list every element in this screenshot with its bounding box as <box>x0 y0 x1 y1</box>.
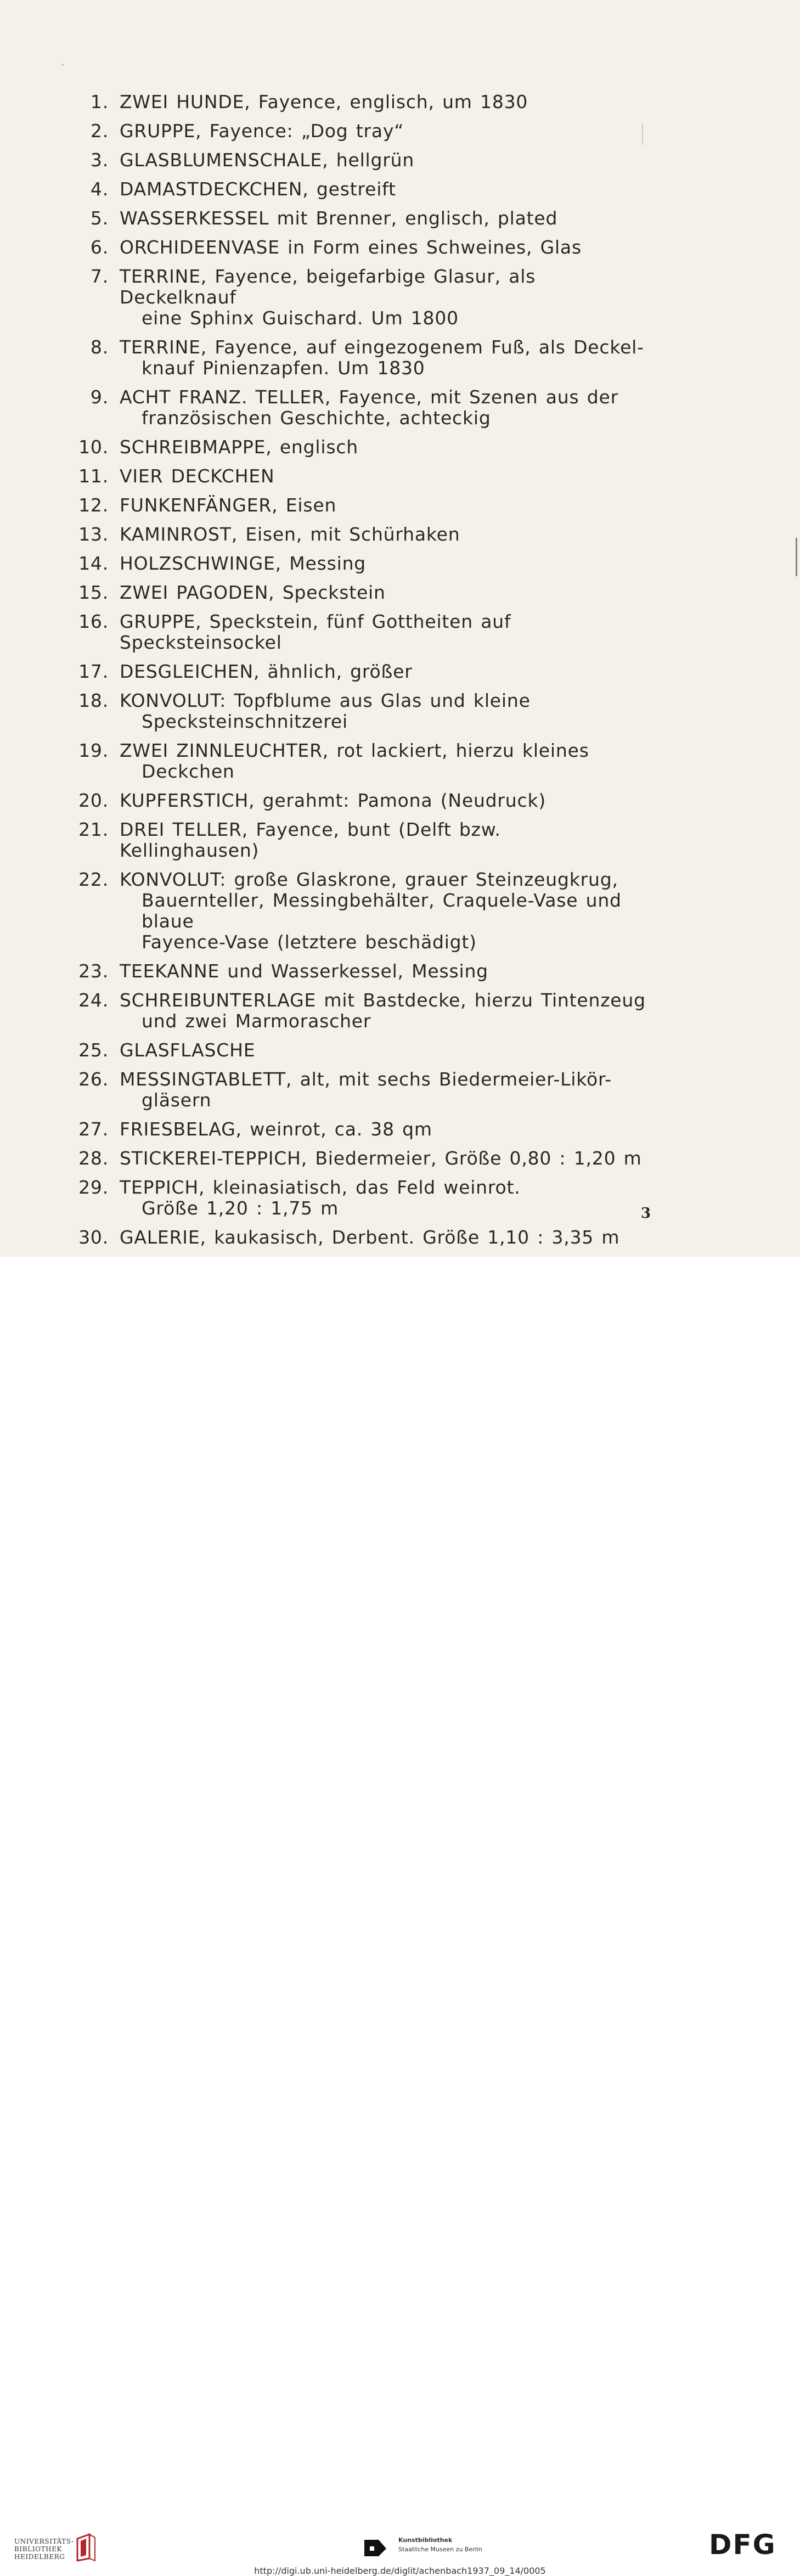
scan-edge-mark <box>796 538 797 576</box>
item-number: 24. <box>78 989 109 1011</box>
scan-speck <box>61 64 64 66</box>
list-item <box>65 690 646 732</box>
item-continuation: Bauernteller, Messingbehälter, Craquele-Vase und blaue <box>142 890 622 932</box>
list-item <box>65 869 646 953</box>
item-line: TERRINE, Fayence, auf eingezogenem Fuß, als Deckel- <box>120 336 644 358</box>
list-item <box>65 1119 646 1140</box>
item-line: MESSINGTABLETT, alt, mit sechs Biedermeier-Likör- <box>120 1068 612 1090</box>
item-continuation: Specksteinschnitzerei <box>142 711 348 732</box>
item-line: KONVOLUT: große Glaskrone, grauer Steinzeugkrug, <box>120 869 618 890</box>
item-number: 8. <box>90 336 109 358</box>
item-text <box>120 337 646 379</box>
item-line: VIER DECKCHEN <box>120 465 275 487</box>
item-text <box>120 1040 646 1061</box>
item-text <box>120 1177 646 1219</box>
list-item <box>65 337 646 379</box>
item-text <box>120 150 646 171</box>
item-number: 2. <box>90 120 109 142</box>
list-item <box>65 179 646 200</box>
list-item <box>65 1148 646 1169</box>
list-item <box>65 582 646 603</box>
kunstbibliothek-credit <box>398 2535 482 2554</box>
item-number: 6. <box>90 237 109 258</box>
item-line: ZWEI HUNDE, Fayence, englisch, um 1830 <box>120 91 528 113</box>
item-line: ORCHIDEENVASE in Form eines Schweines, Glas <box>120 237 582 258</box>
item-line: FRIESBELAG, weinrot, ca. 38 qm <box>120 1118 432 1140</box>
source-url[interactable]: http://digi.ub.uni-heidelberg.de/diglit/achenbach1937_09_14/0005 <box>254 2566 546 2576</box>
item-number: 23. <box>78 960 109 982</box>
list-item <box>65 237 646 258</box>
item-text <box>120 690 646 732</box>
item-text <box>120 1148 646 1169</box>
list-item <box>65 611 646 653</box>
item-text <box>120 92 646 113</box>
item-line: ACHT FRANZ. TELLER, Fayence, mit Szenen aus der <box>120 386 618 408</box>
list-item <box>65 466 646 487</box>
item-text <box>120 266 646 329</box>
list-item <box>65 990 646 1032</box>
item-number: 19. <box>78 740 109 761</box>
item-line: SCHREIBMAPPE, englisch <box>120 436 358 458</box>
item-continuation: Fayence-Vase (letztere beschädigt) <box>142 931 477 953</box>
item-text <box>120 121 646 142</box>
item-continuation: französischen Geschichte, achteckig <box>142 407 491 429</box>
item-line: SCHREIBUNTERLAGE mit Bastdecke, hierzu Tintenzeug <box>120 989 646 1011</box>
item-line: GLASBLUMENSCHALE, hellgrün <box>120 149 415 171</box>
item-number: 12. <box>78 494 109 516</box>
item-line: GRUPPE, Speckstein, fünf Gottheiten auf Specksteinsockel <box>120 611 511 653</box>
scanned-page <box>0 0 800 1257</box>
item-continuation: Deckchen <box>142 761 235 782</box>
item-text <box>120 740 646 782</box>
item-continuation: eine Sphinx Guischard. Um 1800 <box>142 307 459 329</box>
item-text <box>120 1227 646 1248</box>
item-number: 26. <box>78 1068 109 1090</box>
item-number: 1. <box>90 91 109 113</box>
item-line: ZWEI PAGODEN, Speckstein <box>120 582 386 603</box>
item-continuation: und zwei Marmorascher <box>142 1010 371 1032</box>
item-number: 16. <box>78 611 109 632</box>
item-text <box>120 237 646 258</box>
item-number: 4. <box>90 178 109 200</box>
item-line: ZWEI ZINNLEUCHTER, rot lackiert, hierzu kleines <box>120 740 589 761</box>
catalog-list <box>65 92 646 1285</box>
item-number: 17. <box>78 661 109 682</box>
item-line: GLASFLASCHE <box>120 1039 256 1061</box>
item-line: KUPFERSTICH, gerahmt: Pamona (Neudruck) <box>120 790 547 811</box>
item-text <box>120 437 646 458</box>
item-number: 7. <box>90 266 109 287</box>
list-item <box>65 1069 646 1111</box>
item-continuation: knauf Pinienzapfen. Um 1830 <box>142 357 425 379</box>
item-text <box>120 990 646 1032</box>
list-item <box>65 387 646 429</box>
list-item <box>65 961 646 982</box>
item-line: WASSERKESSEL mit Brenner, englisch, plated <box>120 207 558 229</box>
item-text <box>120 466 646 487</box>
item-text <box>120 790 646 811</box>
list-item <box>65 524 646 545</box>
item-number: 13. <box>78 524 109 545</box>
item-line: TEEKANNE und Wasserkessel, Messing <box>120 960 488 982</box>
item-line: STICKEREI-TEPPICH, Biedermeier, Größe 0,80 : 1,20 m <box>120 1148 642 1169</box>
list-item <box>65 661 646 682</box>
item-number: 5. <box>90 207 109 229</box>
item-text <box>120 611 646 653</box>
item-number: 27. <box>78 1118 109 1140</box>
kb-subtitle: Staatliche Museen zu Berlin <box>398 2546 482 2553</box>
item-continuation: Größe 1,20 : 1,75 m <box>142 1197 339 1219</box>
list-item <box>65 121 646 142</box>
list-item <box>65 150 646 171</box>
item-line: KAMINROST, Eisen, mit Schürhaken <box>120 524 460 545</box>
item-text <box>120 819 646 861</box>
item-number: 10. <box>78 436 109 458</box>
item-line: DREI TELLER, Fayence, bunt (Delft bzw. Kellinghausen) <box>120 819 501 861</box>
item-number: 21. <box>78 819 109 840</box>
item-line: FUNKENFÄNGER, Eisen <box>120 494 337 516</box>
list-item <box>65 790 646 811</box>
item-line: GRUPPE, Fayence: „Dog tray“ <box>120 120 404 142</box>
list-item <box>65 740 646 782</box>
item-line: DAMASTDECKCHEN, gestreift <box>120 178 396 200</box>
item-text <box>120 661 646 682</box>
list-item <box>65 553 646 574</box>
item-text <box>120 869 646 953</box>
list-item <box>65 1177 646 1219</box>
item-number: 9. <box>90 386 109 408</box>
item-continuation: gläsern <box>142 1089 212 1111</box>
list-item <box>65 266 646 329</box>
university-library-name <box>14 2538 74 2561</box>
item-text <box>120 553 646 574</box>
university-line: UNIVERSITÄTS- <box>14 2538 74 2545</box>
item-number: 28. <box>78 1148 109 1169</box>
item-number: 14. <box>78 553 109 574</box>
item-number: 15. <box>78 582 109 603</box>
item-number: 30. <box>78 1227 109 1248</box>
item-text <box>120 179 646 200</box>
item-text <box>120 1069 646 1111</box>
item-number: 11. <box>78 465 109 487</box>
item-text <box>120 208 646 229</box>
item-line: KONVOLUT: Topfblume aus Glas und kleine <box>120 690 531 711</box>
item-line: DESGLEICHEN, ähnlich, größer <box>120 661 413 682</box>
list-item <box>65 1227 646 1248</box>
item-text <box>120 387 646 429</box>
list-item <box>65 1040 646 1061</box>
item-line: GALERIE, kaukasisch, Derbent. Größe 1,10 : 3,35 m <box>120 1227 620 1248</box>
item-line: TERRINE, Fayence, beigefarbige Glasur, als Deckelknauf <box>120 266 536 308</box>
item-line: HOLZSCHWINGE, Messing <box>120 553 367 574</box>
kb-title: Kunstbibliothek <box>398 2536 453 2544</box>
item-number: 3. <box>90 149 109 171</box>
item-text <box>120 1119 646 1140</box>
university-logo-icon <box>73 2533 97 2562</box>
item-text <box>120 961 646 982</box>
list-item <box>65 495 646 516</box>
university-line: HEIDELBERG <box>14 2553 65 2561</box>
list-item <box>65 208 646 229</box>
item-number: 18. <box>78 690 109 711</box>
item-line: TEPPICH, kleinasiatisch, das Feld weinrot. <box>120 1177 521 1198</box>
list-item <box>65 437 646 458</box>
digitization-footer <box>0 1257 800 2576</box>
item-text <box>120 582 646 603</box>
list-item <box>65 819 646 861</box>
item-number: 22. <box>78 869 109 890</box>
kunstbibliothek-logo-icon <box>364 2536 394 2558</box>
item-number: 25. <box>78 1039 109 1061</box>
university-line: BIBLIOTHEK <box>14 2545 63 2553</box>
page-number: 3 <box>641 1205 651 1222</box>
item-text <box>120 495 646 516</box>
item-number: 29. <box>78 1177 109 1198</box>
item-text <box>120 524 646 545</box>
item-number: 20. <box>78 790 109 811</box>
list-item <box>65 92 646 113</box>
dfg-logo: DFG <box>709 2529 776 2561</box>
